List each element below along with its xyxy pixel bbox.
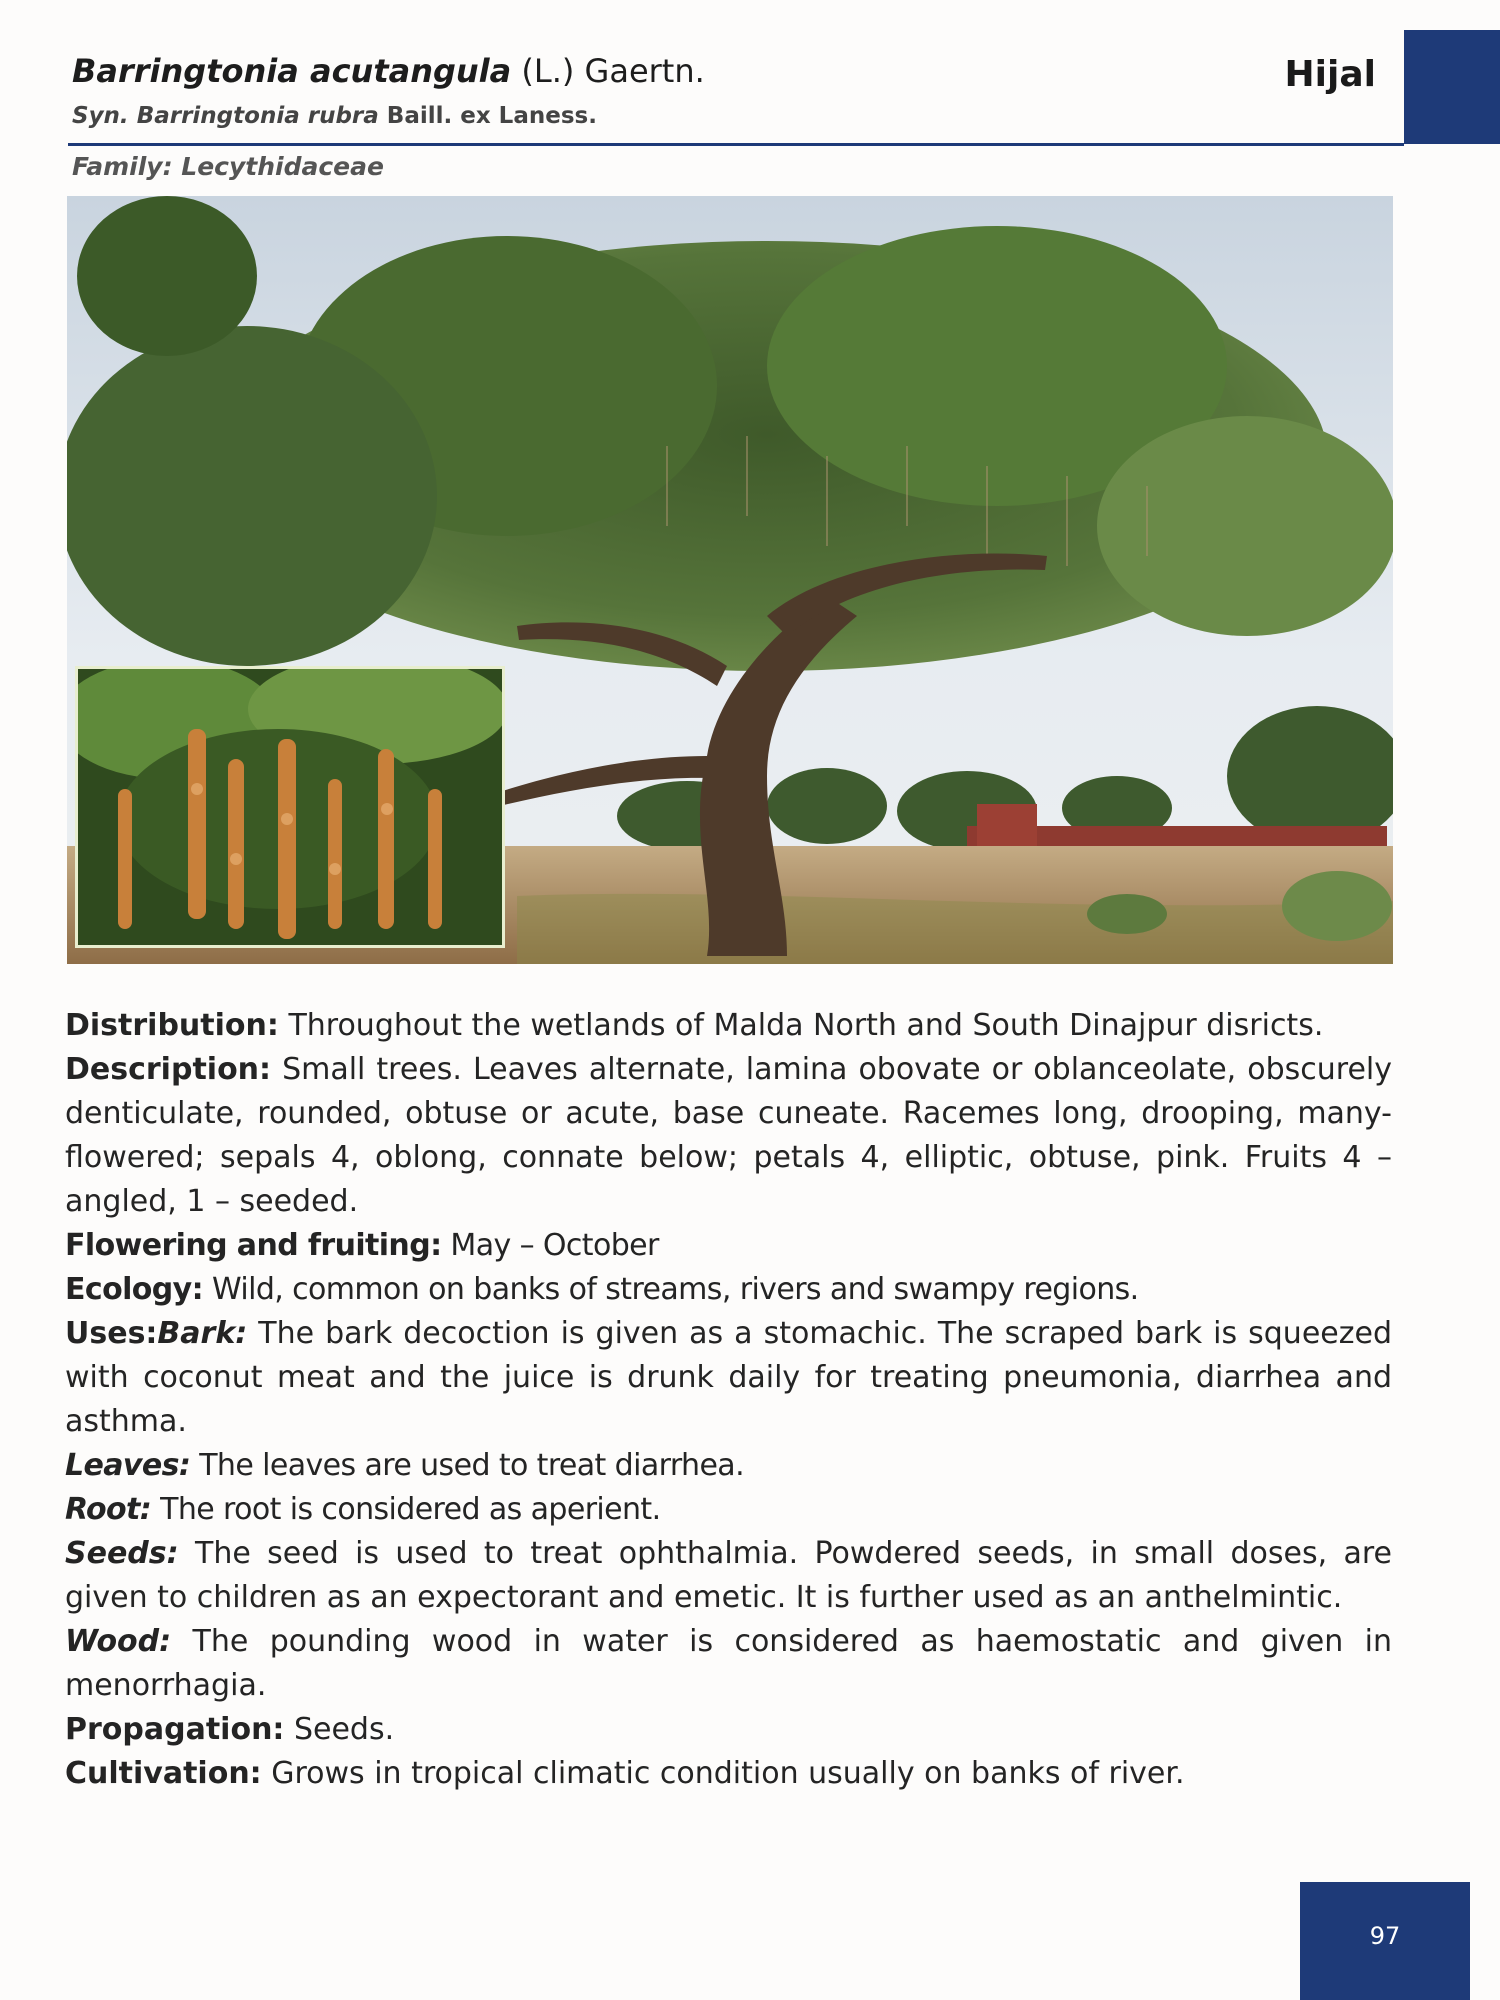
uses-seeds-paragraph bbox=[65, 1532, 1392, 1620]
ecology-label: Ecology: bbox=[65, 1272, 204, 1307]
cultivation-label: Cultivation: bbox=[65, 1756, 262, 1791]
ecology-text: Wild, common on banks of streams, rivers and swampy regions. bbox=[211, 1272, 1139, 1307]
flowering-label: Flowering and fruiting: bbox=[65, 1228, 442, 1263]
uses-bark-paragraph bbox=[65, 1312, 1392, 1444]
propagation-label: Propagation: bbox=[65, 1712, 285, 1747]
synonym-line bbox=[72, 103, 597, 129]
distribution-text: Throughout the wetlands of Malda North and South Dinajpur disricts. bbox=[288, 1008, 1324, 1043]
description-label: Description: bbox=[65, 1052, 272, 1087]
flowering-paragraph bbox=[65, 1224, 1392, 1268]
synonym-label: Syn. bbox=[72, 103, 129, 129]
flowering-text: May – October bbox=[450, 1228, 659, 1263]
ecology-paragraph bbox=[65, 1268, 1392, 1312]
bark-text: The bark decoction is given as a stomachic. The scraped bark is squeezed with coconut meat and the juice is drunk daily for treating pneumonia, diarrhea and asthma. bbox=[65, 1316, 1392, 1439]
distribution-paragraph bbox=[65, 1004, 1392, 1048]
species-title bbox=[72, 52, 705, 90]
wood-text: The pounding wood in water is considered as haemostatic and given in menorrhagia. bbox=[65, 1624, 1392, 1703]
header-divider bbox=[68, 143, 1404, 146]
flower-inset-photograph bbox=[75, 666, 505, 948]
cultivation-text: Grows in tropical climatic condition usually on banks of river. bbox=[271, 1756, 1185, 1791]
description-text: Small trees. Leaves alternate, lamina obovate or oblanceolate, obscurely denticulate, rounded, obtuse or acute, base cuneate. Racemes long, drooping, many-flowered; sepals 4, oblong, connate below; petals 4, elliptic, obtuse, pink. Fruits 4 – angled, 1 – seeded. bbox=[65, 1052, 1392, 1219]
species-description-body bbox=[65, 1004, 1392, 1796]
description-paragraph bbox=[65, 1048, 1392, 1224]
synonym-name: Barringtonia rubra bbox=[136, 103, 379, 129]
leaves-label: Leaves: bbox=[65, 1448, 191, 1483]
author-citation: (L.) Gaertn. bbox=[521, 52, 705, 90]
propagation-paragraph bbox=[65, 1708, 1392, 1752]
uses-wood-paragraph bbox=[65, 1620, 1392, 1708]
root-label: Root: bbox=[65, 1492, 152, 1527]
seeds-text: The seed is used to treat ophthalmia. Powdered seeds, in small doses, are given to children as an expectorant and emetic. It is further used as an anthelmintic. bbox=[65, 1536, 1392, 1615]
page-number-box bbox=[1300, 1882, 1470, 2000]
uses-root-paragraph bbox=[65, 1488, 1392, 1532]
leaves-text: The leaves are used to treat diarrhea. bbox=[199, 1448, 745, 1483]
distribution-label: Distribution: bbox=[65, 1008, 279, 1043]
header-color-tab bbox=[1404, 30, 1500, 144]
cultivation-paragraph bbox=[65, 1752, 1392, 1796]
scientific-name: Barringtonia acutangula bbox=[72, 52, 512, 90]
uses-leaves-paragraph bbox=[65, 1444, 1392, 1488]
family-name: Family: Lecythidaceae bbox=[72, 152, 384, 181]
synonym-author: Baill. ex Laness. bbox=[386, 103, 597, 129]
root-text: The root is considered as aperient. bbox=[160, 1492, 661, 1527]
wood-label: Wood: bbox=[65, 1624, 172, 1659]
uses-label: Uses: bbox=[65, 1316, 158, 1351]
seeds-label: Seeds: bbox=[65, 1536, 179, 1571]
bark-label: Bark: bbox=[157, 1316, 248, 1351]
propagation-text: Seeds. bbox=[293, 1712, 395, 1747]
common-name: Hijal bbox=[1284, 54, 1376, 95]
page-number: 97 bbox=[1369, 1922, 1401, 1950]
